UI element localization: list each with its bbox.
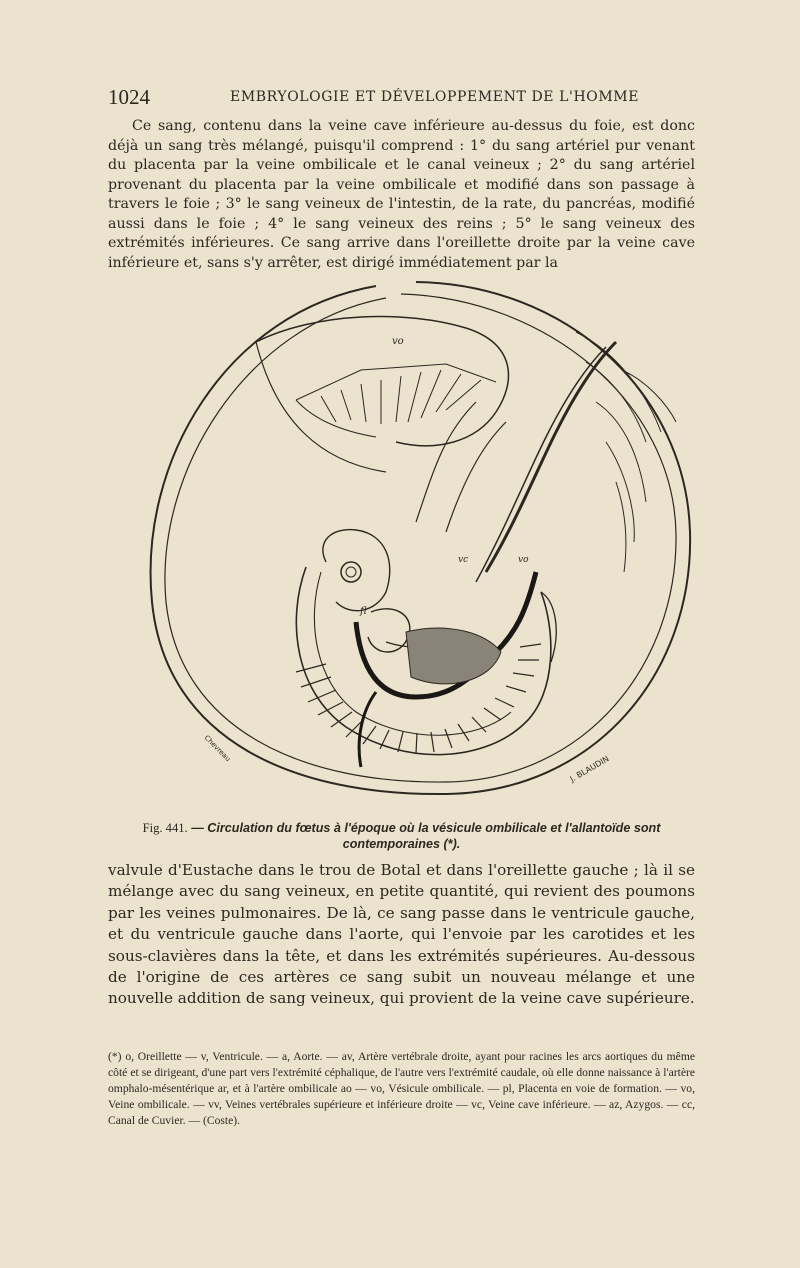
umbilical-stalk-left [416, 402, 476, 522]
label-fl: fl [360, 606, 367, 617]
paragraph-bottom [108, 860, 695, 1010]
outer-envelope [151, 282, 691, 794]
umbilical-stalk-right [446, 422, 506, 532]
vesicle-vessels [296, 364, 496, 437]
heart-tube [368, 609, 410, 652]
placenta-villi [576, 332, 676, 572]
figure-illustration [146, 272, 694, 802]
umbilical-vessel-outer [486, 342, 616, 572]
page-header [108, 84, 693, 110]
engraver-signature-left: Chevreau [202, 733, 232, 764]
label-vo-top: vo [392, 336, 404, 347]
engraver-signature-right: J. BLAUDIN [568, 754, 611, 784]
page-number: 1024 [108, 85, 150, 109]
label-vo-right: vo [518, 555, 529, 565]
inner-envelope [165, 294, 676, 782]
paragraph-bottom-text: valvule d'Eustache dans le trou de Botal et dans l'oreillette gauche ; là il se mélange avec du sang veineux, en petite quantité, qui revient des poumons par les veines pulmonaires. De là, ce sang passe dans le ventricule gauche, et du ventricule gauche dans l'aorte, qui l'envoie par les carotides et les sous-clavières dans la tête, et dans les extrémités supérieures. Au-dessous de l'origine de ces artères ce sang subit un nouveau mélange et une nouvelle addition de sang veineux, qui provient de la veine cave supérieure. [108, 861, 695, 1008]
eye-vesicle [341, 562, 361, 582]
figure-caption [108, 820, 695, 852]
running-title: EMBRYOLOGIE ET DÉVELOPPEMENT DE L'HOMME [230, 89, 640, 105]
embryo-head [323, 530, 390, 611]
footnote [108, 1049, 695, 1129]
label-vc: vc [458, 555, 469, 565]
liver-mass [406, 628, 501, 684]
paragraph-top [108, 117, 695, 273]
figure-caption-text: — Circulation du fœtus à l'époque où la vésicule ombilicale et l'allantoïde sont contemporaines (*). [191, 821, 661, 851]
paragraph-top-text: Ce sang, contenu dans la veine cave inférieure au-dessus du foie, est donc déjà un sang très mélangé, puisqu'il comprend : 1° du sang artériel pur venant du placenta par la veine ombilicale et le canal veineux ; 2° du sang artériel provenant du placenta par la veine ombilicale et modifié dans son passage à travers le foie ; 3° le sang veineux de l'intestin, de la rate, du pancréas, modifié aussi dans le foie ; 4° le sang veineux des reins ; 5° le sang veineux des extrémités inférieures. Ce sang arrive dans l'oreillette droite par la veine cave inférieure et, sans s'y arrêter, est dirigé immédiatement par la [108, 118, 695, 271]
figure-number: Fig. 441. [142, 821, 188, 835]
footnote-text: (*) o, Oreillette — v, Ventricule. — a, Aorte. — av, Artère vertébrale droite, ayant pour racines les arcs aortiques du même côté et se dirigeant, d'une part vers l'extrémité céphalique, de l'autre vers l'extrémité caudale, où elle donne naissance à l'artère omphalo-mésentérique ar, et à l'artère ombilicale ao — vo, Vésicule ombilicale. — pl, Placenta en voie de formation. — vo, Veine ombilicale. — vv, Veines vertébrales supérieure et inférieure droite — vc, Veine cave inférieure. — az, Azygos. — cc, Canal de Cuvier. — (Coste). [108, 1050, 695, 1127]
embryo-circulation-figure [146, 272, 694, 802]
